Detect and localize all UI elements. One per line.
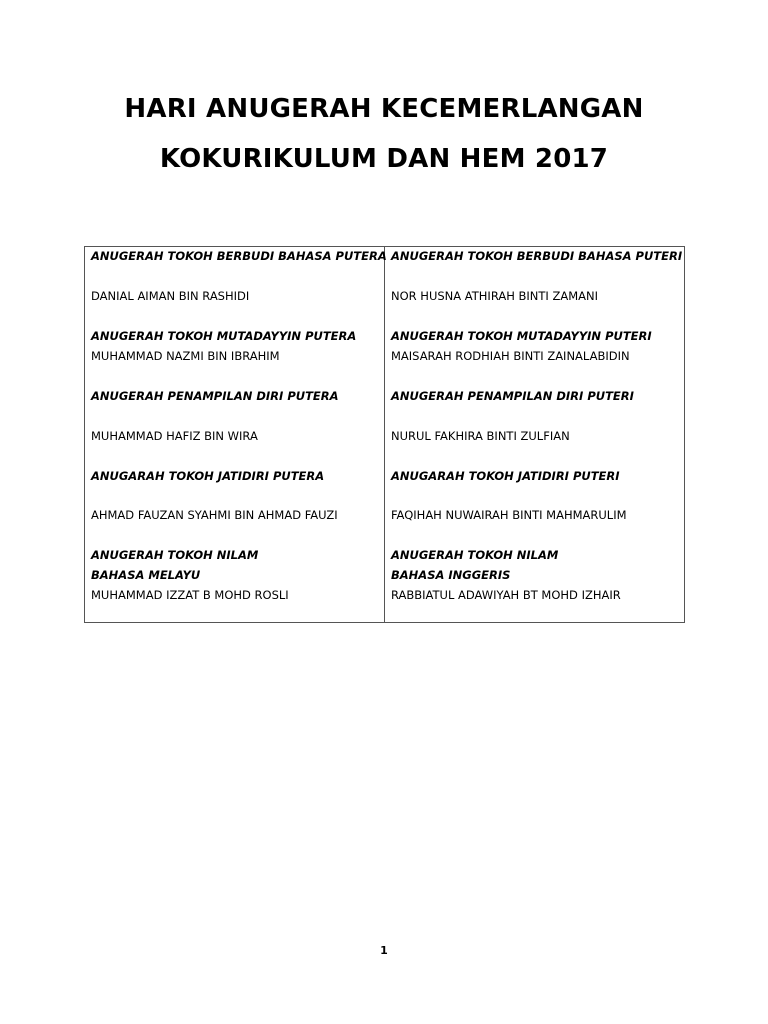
column-divider [384,247,385,622]
award-recipient-left: MUHAMMAD HAFIZ BIN WIRA [91,429,258,443]
award-recipient-left: MUHAMMAD IZZAT B MOHD ROSLI [91,588,289,602]
award-heading-left: ANUGERAH TOKOH NILAM [91,548,259,562]
award-heading-right: ANUGERAH TOKOH BERBUDI BAHASA PUTERI [391,249,683,263]
award-recipient-left: DANIAL AIMAN BIN RASHIDI [91,289,250,303]
award-table [84,246,685,623]
award-subheading-right: BAHASA INGGERIS [391,568,511,582]
award-recipient-right: NOR HUSNA ATHIRAH BINTI ZAMANI [391,289,599,303]
award-heading-right: ANUGERAH TOKOH MUTADAYYIN PUTERI [391,329,652,343]
award-recipient-left: AHMAD FAUZAN SYAHMI BIN AHMAD FAUZI [91,508,338,522]
document-title-line-2: KOKURIKULUM DAN HEM 2017 [159,144,609,174]
award-heading-right: ANUGERAH PENAMPILAN DIRI PUTERI [391,389,634,403]
award-recipient-right: RABBIATUL ADAWIYAH BT MOHD IZHAIR [391,588,621,602]
award-heading-left: ANUGARAH TOKOH JATIDIRI PUTERA [91,469,325,483]
award-heading-right: ANUGARAH TOKOH JATIDIRI PUTERI [391,469,620,483]
award-heading-left: ANUGERAH PENAMPILAN DIRI PUTERA [91,389,339,403]
document-title-line-1: HARI ANUGERAH KECEMERLANGAN [124,94,644,124]
award-heading-right: ANUGERAH TOKOH NILAM [391,548,559,562]
award-heading-left: ANUGERAH TOKOH MUTADAYYIN PUTERA [91,329,357,343]
award-recipient-right: NURUL FAKHIRA BINTI ZULFIAN [391,429,570,443]
award-heading-left: ANUGERAH TOKOH BERBUDI BAHASA PUTERA [91,249,387,263]
award-subheading-left: BAHASA MELAYU [91,568,201,582]
award-recipient-right: FAQIHAH NUWAIRAH BINTI MAHMARULIM [391,508,627,522]
award-recipient-right: MAISARAH RODHIAH BINTI ZAINALABIDIN [391,349,630,363]
award-recipient-left: MUHAMMAD NAZMI BIN IBRAHIM [91,349,280,363]
page-number: 1 [380,944,388,957]
